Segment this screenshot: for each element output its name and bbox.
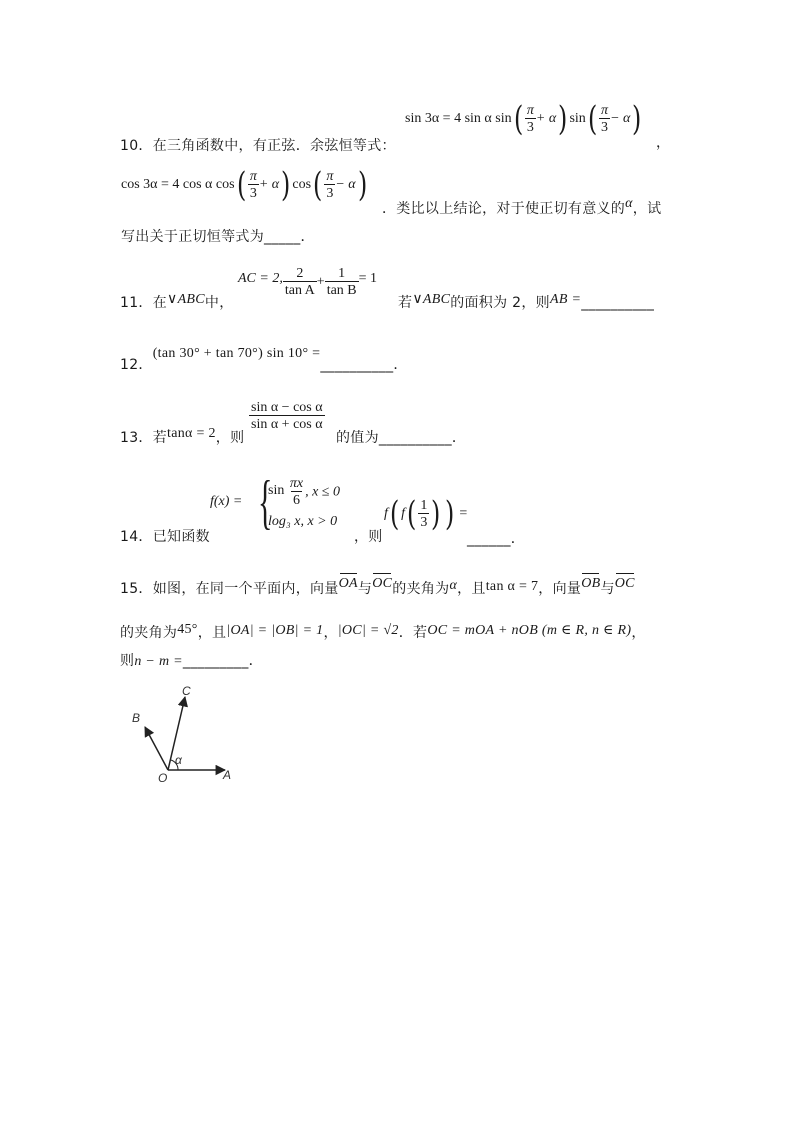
p15-blank: _________． <box>182 653 263 669</box>
p11-blank: __________ <box>581 295 655 311</box>
p15-abs2: |OC| = √2 <box>337 623 399 638</box>
p11-ab: AB = <box>549 292 582 307</box>
p10-line3: 写出关于正切恒等式为_____． <box>121 229 315 245</box>
p11-number: 11． <box>120 295 153 311</box>
p10-continue: ．类比以上结论，对于使正切有意义的α，试 <box>382 196 662 217</box>
label-o: O <box>158 771 168 785</box>
vector-oc: OC <box>372 576 393 591</box>
p10-frac-2: $\frac{\pi}{3}$ <box>601 102 609 135</box>
p11-frac-a: $\frac{2}{\text{tan A}}$ <box>284 266 315 299</box>
p11-frac-b: $\frac{1}{\text{tan B}}$ <box>326 266 357 299</box>
p10-sin-lhs: sin 3α = 4 sin α sin <box>405 111 512 127</box>
p10-cos-identity: cos 3α = 4 cos α cos( $\frac{\pi}{3}$ + α) cos( $\frac{\pi}{3}$ − α) <box>121 165 367 205</box>
p14-number: 14． <box>120 529 153 545</box>
p14-text2: ，则 <box>354 529 383 545</box>
p15-line3: 则n − m =_________． <box>120 653 263 669</box>
p13-cond: tanα = 2 <box>167 426 216 441</box>
p13-end: 的值为__________． <box>336 430 467 446</box>
p11-triangle: ∨ABC <box>167 292 205 307</box>
p12-blank: __________． <box>320 357 408 373</box>
p13-fraction: $\frac{\text{sin α − cos α}}{\text{sin α + cos α}}$ <box>251 400 323 433</box>
p14-blank: ______． <box>467 531 526 547</box>
ray-ob <box>145 727 168 770</box>
p14-ff: f( f( $\frac{1}{3}$ ) ) = <box>384 494 468 534</box>
p10-alpha: α <box>625 196 633 211</box>
p15-tan-eq: tan α = 7 <box>485 579 539 594</box>
p10-frac-1: $\frac{\pi}{3}$ <box>526 102 534 135</box>
p10-number: 10． <box>120 138 153 154</box>
p12-expr: (tan 30° + tan 70°) sin 10° = <box>152 346 321 361</box>
p10-comma: ， <box>656 135 671 151</box>
p13-start: 13．若tanα = 2，则 <box>120 426 245 446</box>
vector-figure <box>125 682 255 792</box>
label-c: C <box>182 684 191 698</box>
p15-number: 15． <box>120 581 153 597</box>
p14-start: 14．已知函数 <box>120 529 210 545</box>
p15-combo: OC = mOA + nOB (m ∈ R, n ∈ R) <box>427 623 632 638</box>
vector-oa: OA <box>338 576 358 591</box>
label-b: B <box>132 711 141 725</box>
p11-end: 若∨ABC的面积为 2，则AB =__________ <box>398 292 655 311</box>
p10-intro-line <box>120 135 396 155</box>
worksheet-page: sin 3α = 4 sin α sin( $\frac{\pi}{3}$ + α) sin( $\frac{\pi}{3}$ − α) 10．在三角函数中，有正弦．余弦恒等式： ， cos 3α = 4 cos α cos( $\frac{\pi}{3}$ + α) cos( $\frac{\pi}{3}$ − α) ．类比以上结论，对于使正切有意义的α，试 写出关于正切恒等式为_____． 11．在∨ABC中， AC = 2, $\frac{2}{\text{tan A}}$ + $\frac{1}{\text{tan B}}$ = 1 若∨ABC的面积为 2，则AB =__________ 12．(tan 30° + tan 70°) sin 10° =__________． 13．若tanα = 2，则 $\frac{\text{sin α − cos α}}{\text{sin α + cos α}}$ 的值为__________． 14．已知函数 f(x) = { sin $\frac{\pi x}{6}$ , x ≤ 0 log₃ x, x > 0 ，则 f( f( $\frac{1}{3}$ ) ) = ______． 15．如图，在同一个平面内，向量OA与OC的夹角为α，且tan α = 7，向量OB与OC 的夹角为45°，且|OA| = |OB| = 1，|OC| = √2．若OC = mOA + nOB (m ∈ R, n ∈ R)， 则n − m =_________． O A B C α <box>0 0 794 1123</box>
vector-ob: OB <box>581 576 601 591</box>
p15-abs1: |OA| = |OB| = 1 <box>226 623 324 638</box>
p11-condition: AC = 2, $\frac{2}{\text{tan A}}$ + $\frac{1}{\text{tan B}}$ = 1 <box>238 266 378 299</box>
p10-intro: 在三角函数中，有正弦．余弦恒等式： <box>152 138 396 154</box>
p15-line2: 的夹角为45°，且|OA| = |OB| = 1，|OC| = √2．若OC = mOA + nOB (m ∈ R, n ∈ R)， <box>120 622 646 641</box>
p13-number: 13． <box>120 430 153 446</box>
p12-number: 12． <box>120 357 153 373</box>
p10-frac-4: $\frac{\pi}{3}$ <box>326 168 334 201</box>
p11-start: 11．在∨ABC中， <box>120 292 234 311</box>
p10-frac-3: $\frac{\pi}{3}$ <box>249 168 257 201</box>
p15-line1: 15．如图，在同一个平面内，向量OA与OC的夹角为α，且tan α = 7，向量OB与OC <box>120 576 635 597</box>
label-alpha: α <box>175 753 182 767</box>
p10-sin-identity: sin 3α = 4 sin α sin( $\frac{\pi}{3}$ + α) sin( $\frac{\pi}{3}$ − α) <box>405 99 642 139</box>
p10-cos-lhs: cos 3α = 4 cos α cos <box>121 177 235 193</box>
label-a: A <box>223 768 232 782</box>
p12-line <box>120 346 408 374</box>
